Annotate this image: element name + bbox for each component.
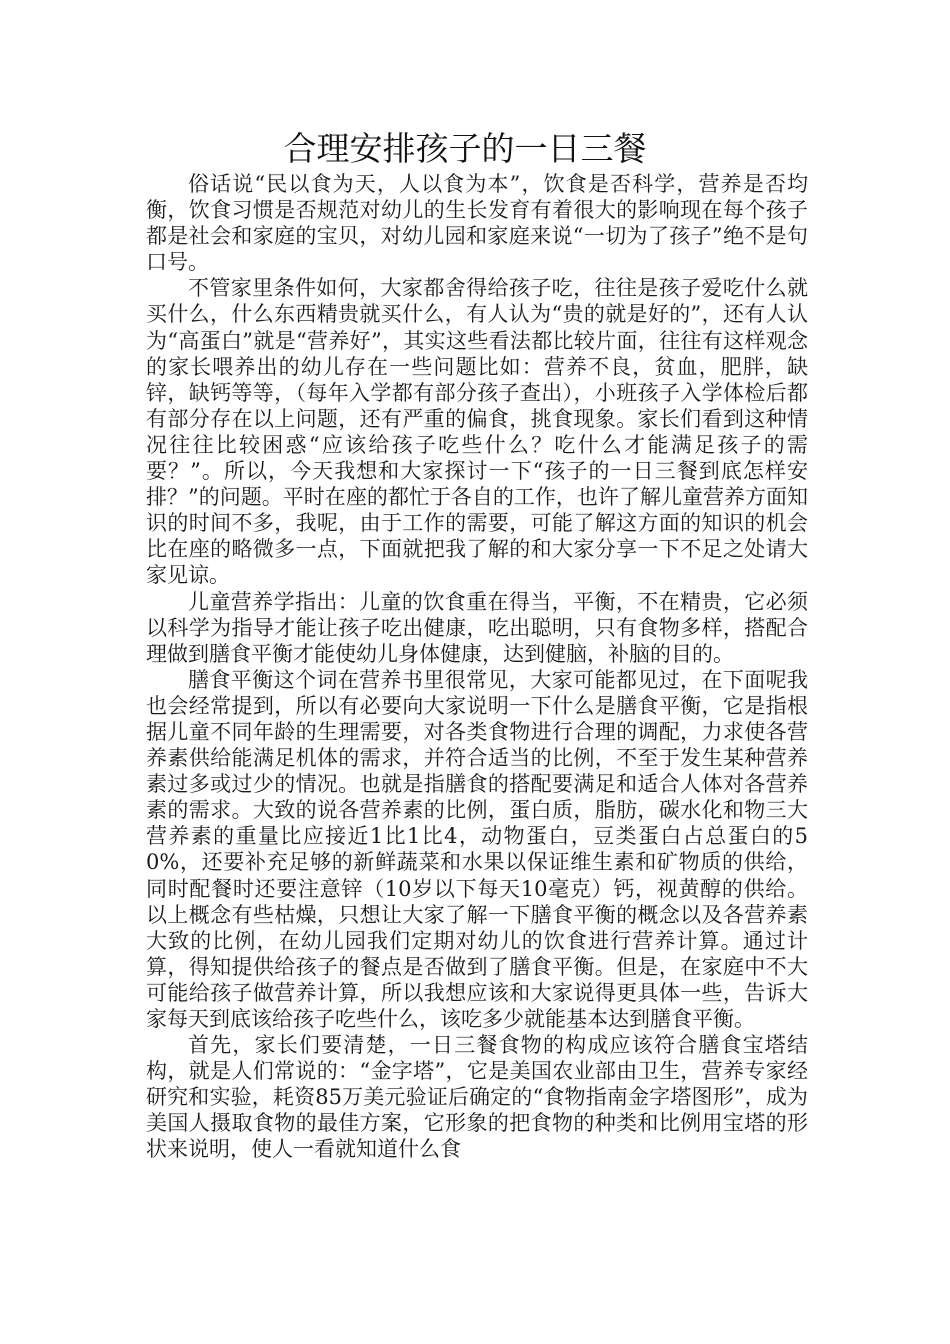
page-title: 合理安排孩子的一日三餐: [283, 129, 647, 168]
paragraph-child-nutrition: 儿童营养学指出：儿童的饮食重在得当，平衡，不在精贵，它必须以科学为指导才能让孩子吃出健康，吃出聪明，只有食物多样，搭配合理做到膳食平衡才能使幼儿身体健康，达到健脑，补脑的目的。: [146, 589, 808, 666]
paragraph-intro: 俗话说“民以食为天，人以食为本”，饮食是否科学，营养是否均衡，饮食习惯是否规范对幼儿的生长发育有着很大的影响现在每个孩子都是社会和家庭的宝贝，对幼儿园和家庭来说“一切为了孩子”绝不是句口号。: [146, 172, 808, 275]
paragraph-balanced-diet: 膳食平衡这个词在营养书里很常见，大家可能都见过，在下面呢我也会经常提到，所以有必要向大家说明一下什么是膳食平衡，它是指根据儿童不同年龄的生理需要，对各类食物进行合理的调配，力求使各营养素供给能满足机体的需求，并符合适当的比例，不至于发生某种营养素过多或过少的情况。也就是指膳食的搭配要满足和适合人体对各营养素的需求。大致的说各营养素的比例，蛋白质，脂肪，碳水化和物三大营养素的重量比应接近1比1比4，动物蛋白，豆类蛋白占总蛋白的50%，还要补充足够的新鲜蔬菜和水果以保证维生素和矿物质的供给，同时配餐时还要注意锌（10岁以下每天10毫克）钙，视黄醇的供给。以上概念有些枯燥，只想让大家了解一下膳食平衡的概念以及各营养素大致的比例，在幼儿园我们定期对幼儿的饮食进行营养计算。通过计算，得知提供给孩子的餐点是否做到了膳食平衡。但是，在家庭中不大可能给孩子做营养计算，所以我想应该和大家说得更具体一些，告诉大家每天到底该给孩子吃些什么，该吃多少就能基本达到膳食平衡。: [146, 667, 808, 1031]
document-body: [146, 171, 808, 1163]
paragraph-parents-habits: 不管家里条件如何，大家都舍得给孩子吃，往往是孩子爱吃什么就买什么，什么东西精贵就买什么，有人认为“贵的就是好的”，还有人认为“高蛋白”就是“营养好”，其实这些看法都比较片面，往往有这样观念的家长喂养出的幼儿存在一些问题比如：营养不良，贫血，肥胖，缺锌，缺钙等等，（每年入学都有部分孩子查出），小班孩子入学体检后都有部分存在以上问题，还有严重的偏食，挑食现象。家长们看到这种情况往往比较困惑“应该给孩子吃些什么？吃什么才能满足孩子的需要？”。所以，今天我想和大家探讨一下“孩子的一日三餐到底怎样安排？”的问题。平时在座的都忙于各自的工作，也许了解儿童营养方面知识的时间不多，我呢，由于工作的需要，可能了解这方面的知识的机会比在座的略微多一点，下面就把我了解的和大家分享一下不足之处请大家见谅。: [146, 276, 808, 588]
paragraph-food-pyramid: 首先，家长们要清楚，一日三餐食物的构成应该符合膳食宝塔结构，就是人们常说的：“金字塔”，它是美国农业部由卫生，营养专家经研究和实验，耗资85万美元验证后确定的“食物指南金字塔图形”，成为美国人摄取食物的最佳方案，它形象的把食物的种类和比例用宝塔的形状来说明，使人一看就知道什么食: [146, 1033, 808, 1162]
